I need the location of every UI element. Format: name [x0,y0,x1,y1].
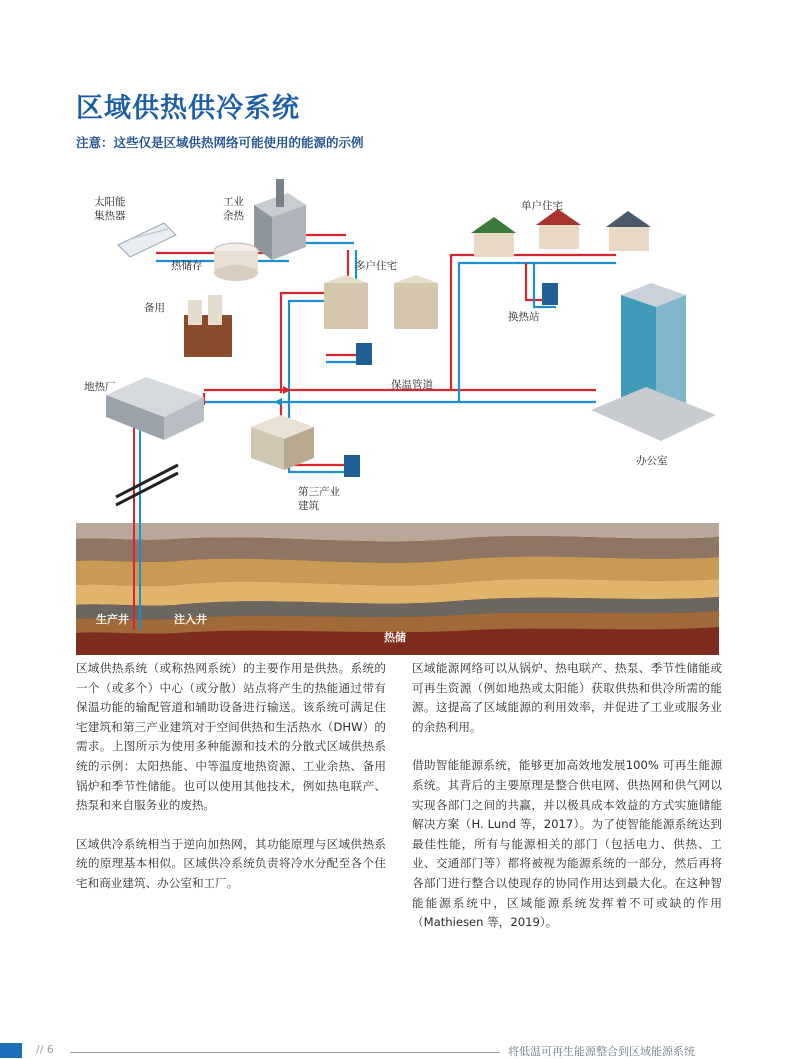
substation-unit [344,455,360,477]
page-number: // 6 [36,1043,54,1056]
footer-divider [70,1052,500,1053]
body-paragraph: 借助智能能源系统，能够更加高效地发展100% 可再生能源系统。其背后的主要原理是整合供电网、供热网和供气网以实现各部门之间的共赢，并以极具成本效益的方式实施储能解决方案（H. Lund 等，2017）。为了使智能能源系统达到最佳性能，所有与能源相关的部门（包括电力、供热、工业、交通部门等）都将被视为能源系统的一部分，然后再将各部门进行整合以使现存的协同作用达到最大化。在这种智能能源系统中，区域能源系统发挥着不可或缺的作用（Mathiesen 等，2019）。 [412,758,722,930]
label-industry-line1: 工业 [223,196,244,208]
label-storage: 热储存 [171,260,203,272]
district-heating-diagram [76,165,719,655]
body-paragraph: 区域能源网络可以从锅炉、热电联产、热泵、季节性储能或可再生资源（例如地热或太阳能）获取供热和供冷所需的能源。这提高了区域能源的利用效率，并促进了工业或服务业的余热利用。 [412,661,722,734]
tertiary-building [251,415,314,470]
substation-unit [542,283,558,305]
label-tertiary-line1: 第三产业 [298,486,340,498]
substation-unit [356,343,372,365]
label-reservoir: 热储 [384,631,406,644]
label-tertiary-line2: 建筑 [298,500,319,512]
page-title: 区域供热供冷系统 [76,93,300,124]
body-paragraph: 区域供冷系统相当于逆向加热网，其功能原理与区域供热系统的原理基本相似。区域供冷系统负责将冷水分配至各个住宅和商业建筑、办公室和工厂。 [76,836,386,890]
label-single-family: 单户住宅 [521,200,563,212]
footer-accent-square [0,1043,22,1058]
industry-building [254,179,306,260]
multi-family-building [324,275,438,329]
label-injection-well: 注入井 [174,613,207,626]
office-tower [591,283,716,441]
footer-title: 将低温可再生能源整合到区域能源系统 [508,1045,695,1058]
geothermal-plant [106,377,204,440]
single-family-houses [471,209,651,257]
backup-boiler [184,295,232,357]
label-solar-line1: 太阳能 [94,196,126,208]
label-office: 办公室 [636,455,668,467]
label-substation: 换热站 [508,311,540,323]
body-paragraph: 区域供热系统（或称热网系统）的主要作用是供热。系统的一个（或多个）中心（或分散）站点将产生的热能通过带有保温功能的输配管道和辅助设备进行输送。该系统可满足住宅建筑和第三产业建筑对于空间供热和生活热水（DHW）的需求。上图所示为使用多种能源和技术的分散式区域供热系统的示例：太阳热能、中等温度地热资源、工业余热、备用锅炉和季节性储能。也可以使用其他技术，例如热电联产、热泵和来自服务业的废热。 [76,661,386,813]
body-column-right [412,659,722,952]
label-solar-line2: 集热器 [94,210,126,222]
solar-collector [118,223,176,257]
page-subtitle: 注意：这些仅是区域供热网络可能使用的能源的示例 [76,135,364,150]
label-backup: 备用 [144,302,165,314]
storage-tank [214,243,258,281]
label-industry-line2: 余热 [223,210,244,222]
label-geothermal-plant: 地热厂 [84,381,116,393]
label-production-well: 生产井 [96,613,129,626]
label-insulated-pipe: 保温管道 [391,379,433,391]
label-multi-family: 多户住宅 [355,260,397,272]
body-column-left [76,659,386,913]
